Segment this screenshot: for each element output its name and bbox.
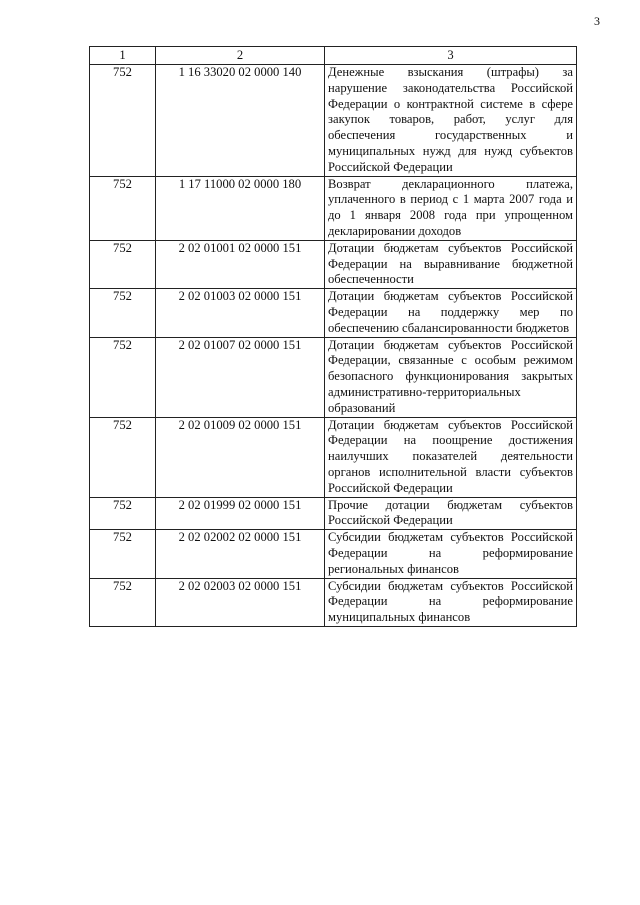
admin-code-cell: 752 xyxy=(90,240,156,288)
table-row xyxy=(90,530,577,578)
income-name-cell: Субсидии бюджетам субъектов Российской Федерации на реформирование муниципальных финансов xyxy=(325,578,577,626)
admin-code-cell: 752 xyxy=(90,578,156,626)
income-name-cell: Дотации бюджетам субъектов Российской Федерации на поощрение достижения наилучших показателей деятельности органов исполнительной власти субъектов Российской Федерации xyxy=(325,417,577,497)
table-row xyxy=(90,497,577,530)
income-name-cell: Дотации бюджетам субъектов Российской Федерации, связанные с особым режимом безопасного функционирования закрытых административно-территориальных образований xyxy=(325,337,577,417)
budget-code-cell: 2 02 02002 02 0000 151 xyxy=(156,530,325,578)
table-header-row xyxy=(90,47,577,65)
budget-code-cell: 2 02 01001 02 0000 151 xyxy=(156,240,325,288)
admin-code-cell: 752 xyxy=(90,497,156,530)
admin-code-cell: 752 xyxy=(90,289,156,337)
budget-code-cell: 2 02 02003 02 0000 151 xyxy=(156,578,325,626)
admin-code-cell: 752 xyxy=(90,530,156,578)
budget-code-cell: 2 02 01007 02 0000 151 xyxy=(156,337,325,417)
admin-code-cell: 752 xyxy=(90,417,156,497)
table-row xyxy=(90,578,577,626)
income-name-cell: Возврат декларационного платежа, уплаченного в период с 1 марта 2007 года и до 1 января 2008 года при упрощенном декларировании доходов xyxy=(325,176,577,240)
header-col-2: 2 xyxy=(156,47,325,65)
header-col-1: 1 xyxy=(90,47,156,65)
income-name-cell: Дотации бюджетам субъектов Российской Федерации на поддержку мер по обеспечению сбалансированности бюджетов xyxy=(325,289,577,337)
budget-code-cell: 1 17 11000 02 0000 180 xyxy=(156,176,325,240)
table-row xyxy=(90,417,577,497)
table-row xyxy=(90,337,577,417)
table-row xyxy=(90,289,577,337)
table-row xyxy=(90,65,577,177)
budget-codes-table xyxy=(89,46,577,627)
income-name-cell: Субсидии бюджетам субъектов Российской Федерации на реформирование региональных финансов xyxy=(325,530,577,578)
table-body xyxy=(90,65,577,627)
table-row xyxy=(90,176,577,240)
admin-code-cell: 752 xyxy=(90,176,156,240)
table-row xyxy=(90,240,577,288)
income-name-cell: Прочие дотации бюджетам субъектов Российской Федерации xyxy=(325,497,577,530)
admin-code-cell: 752 xyxy=(90,65,156,177)
budget-code-cell: 2 02 01009 02 0000 151 xyxy=(156,417,325,497)
header-col-3: 3 xyxy=(325,47,577,65)
budget-code-cell: 2 02 01003 02 0000 151 xyxy=(156,289,325,337)
income-name-cell: Дотации бюджетам субъектов Российской Федерации на выравнивание бюджетной обеспеченности xyxy=(325,240,577,288)
page-number: 3 xyxy=(594,14,600,28)
admin-code-cell: 752 xyxy=(90,337,156,417)
income-name-cell: Денежные взыскания (штрафы) за нарушение законодательства Российской Федерации о контрактной системе в сфере закупок товаров, работ, услуг для обеспечения государственных и муниципальных нужд для нужд субъектов Российской Федерации xyxy=(325,65,577,177)
budget-code-cell: 2 02 01999 02 0000 151 xyxy=(156,497,325,530)
budget-code-cell: 1 16 33020 02 0000 140 xyxy=(156,65,325,177)
